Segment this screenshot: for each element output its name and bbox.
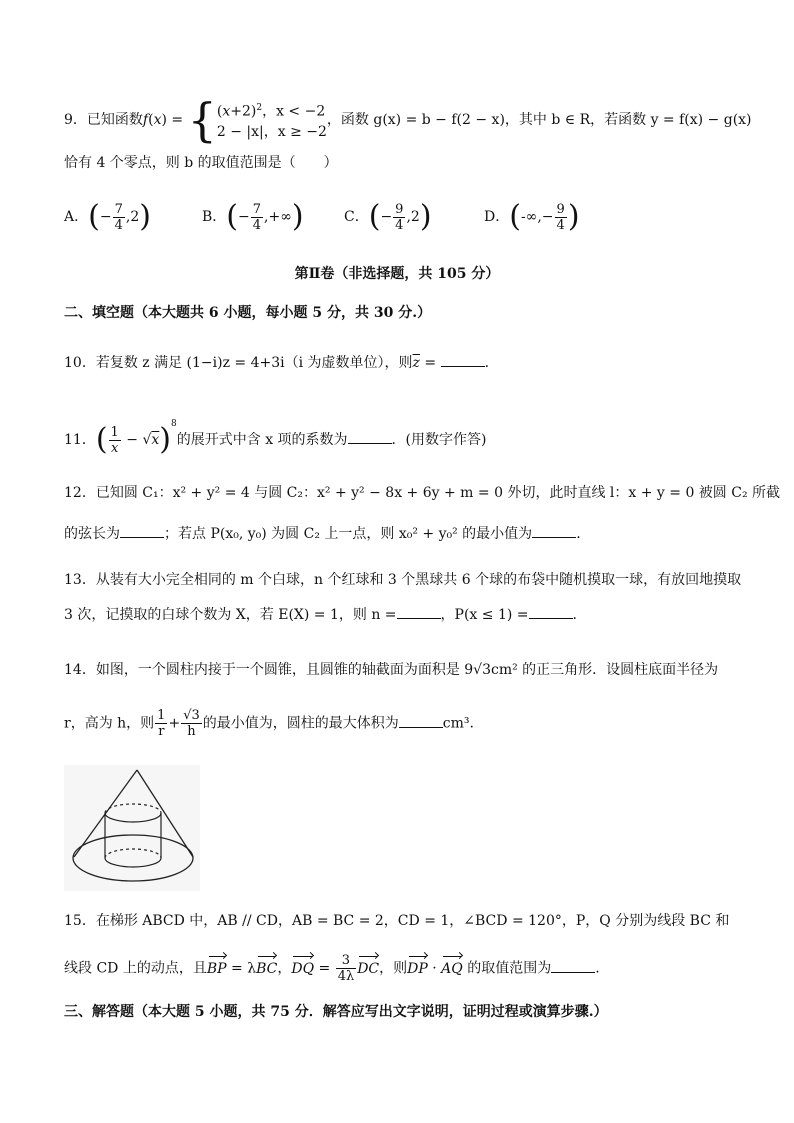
section-solution: 三、解答题（本大题 5 小题，共 75 分．解答应写出文字说明，证明过程或演算步骤.）	[64, 1004, 608, 1020]
q9-mid: ，函数 g(x) = b − f(2 − x)，其中 b ∈ R，若函数 y = f(x) − g(x)	[326, 111, 752, 128]
piecewise: $(x+2)^2$，x < −2 2 − |x|，x ≥ −2	[216, 103, 327, 140]
q9-line2: 恰有 4 个零点，则 b 的取值范围是（ ）	[64, 155, 338, 171]
q14-line2: r，高为 h，则 $\frac{1}{r}$ + $\frac{√3}{h}$ 的最小值为，圆柱的最大体积为 cm³.	[64, 708, 474, 739]
answer-blank[interactable]	[551, 958, 595, 973]
answer-blank[interactable]	[529, 604, 573, 619]
q14-line1: 14．如图，一个圆柱内接于一个圆锥，且圆锥的轴截面为面积是 9√3cm² 的正三角形．设圆柱底面半径为	[64, 662, 719, 678]
q15-line2: 线段 CD 上的动点，且BP = λBC，DQ = $\frac{3}{4\lambda}$ DC，则DP · AQ 的取值范围为 .	[64, 953, 600, 984]
part2-title: 第Ⅱ卷（非选择题，共 105 分）	[294, 266, 500, 282]
q12-line1: 12．已知圆 C₁：x² + y² = 4 与圆 C₂：x² + y² − 8x + 6y + m = 0 外切，此时直线 l：x + y = 0 被圆 C₂ 所截	[64, 485, 781, 501]
q9-prefix: 9．已知函数	[64, 111, 143, 128]
q9-option-b: B．(− $\frac{7}{4}$ ,+∞)	[202, 199, 304, 234]
q12-line2: 的弦长为 ；若点 P(x₀, y₀) 为圆 C₂ 上一点，则 x₀² + y₀² 的最小值为 .	[64, 523, 581, 544]
q13-line2: 3 次，记摸取的白球个数为 X，若 E(X) = 1，则 n = ，P(x ≤ 1) = .	[64, 604, 577, 625]
q13-line1: 13．从装有大小完全相同的 m 个白球，n 个红球和 3 个黑球共 6 个球的布袋中随机摸取一球，有放回地摸取	[64, 572, 742, 588]
answer-blank[interactable]	[348, 429, 392, 444]
q9-line1: 9．已知函数$f(x) = \{(x+2)^2$，x < −2 2 − |x|，x ≥ −2，函数 g(x) = b − f(2 − x)，其中 b ∈ R，若函数 y = f(x) − g(x)	[64, 92, 752, 147]
answer-blank[interactable]	[532, 523, 576, 538]
q15-line1: 15．在梯形 ABCD 中，AB // CD，AB = BC = 2，CD = 1，∠BCD = 120°，P，Q 分别为线段 BC 和	[64, 913, 730, 929]
answer-blank[interactable]	[399, 713, 443, 728]
answer-blank[interactable]	[397, 604, 441, 619]
q10: 10．若复数 z 满足 (1−i)z = 4+3i（i 为虚数单位），则$\overline{z}$ = .	[64, 352, 489, 373]
q9-option-c: C．(− $\frac{9}{4}$ ,2)	[344, 199, 432, 234]
q11: 11．( $\frac{1}{x}$ − √x)$^8$的展开式中含 x 项的系数为 ．(用数字作答)	[64, 419, 487, 457]
answer-blank[interactable]	[441, 352, 485, 367]
q9-option-d: D．(-∞,− $\frac{9}{4}$ )	[484, 199, 580, 234]
answer-blank[interactable]	[120, 523, 164, 538]
section-fill-in: 二、填空题（本大题共 6 小题，每小题 5 分，共 30 分.）	[64, 305, 432, 321]
cone-cylinder-figure	[64, 765, 200, 891]
q9-option-a: A．(− $\frac{7}{4}$ ,2)	[64, 199, 151, 234]
brace: {	[187, 92, 217, 147]
